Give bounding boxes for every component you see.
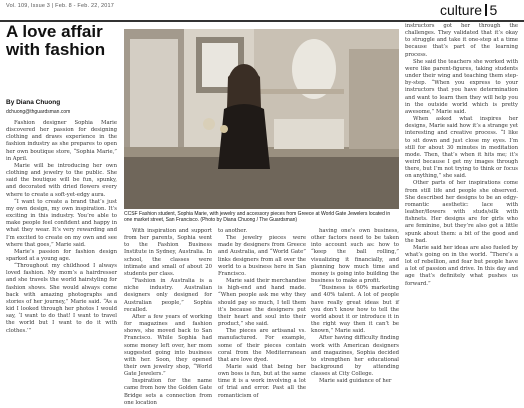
paragraph: Marie will be introducing her own clothing and jewelry to the public. She said the boutique will be fun, spunky, and decorated with dried flowers every where to create a soft-yet-edgy aura. [6, 162, 117, 198]
paragraph: Marie said that being her own boss is fun, but at the same time it is a work involving a lot of trial and error. Past all the romanticism of [218, 363, 306, 399]
paragraph: instructors got her through the challenges. They validated that it’s okay to struggle and take it one-step at a time because that’s part of the learning process. [405, 23, 518, 58]
section-header [440, 2, 497, 18]
paragraph: to another. [218, 228, 248, 234]
paragraph: “Business is 60% marketing and 40% talent. A lot of people have really great ideas but if you don’t know how to tell the world about it or introduce it in the right way then it can’t be known,” Marie said. [311, 285, 399, 335]
article-photo [124, 29, 399, 209]
headline: A love affair with fashion [6, 22, 106, 59]
paragraph: With inspiration and support from her parents, Sophia went to the Fashion Business Institute in Sydney, Australia. In school, the classes were intimate and small of about 20 students per class. [124, 228, 212, 277]
paragraph: Other parts of her inspirations come from still life and people she observed. She described her designs to be an edgy-romantic aesthetic: lace with leather/flowers with studs/silk with fishnets. Her designs are for girls who are feminine, but they’re also got a little spunk about them: a bit of the good and the bad. [405, 180, 518, 244]
paragraph: After having difficulty finding work with American designers and magazines, Sophia decided to strengthen her educational background by attending classes at City College. [311, 335, 399, 378]
paragraph: The pieces are artisanal vs. manufactured. For example, some of their pieces contain coral from the Mediterranean that are love dyed. [218, 328, 306, 363]
paragraph: Marie’s passion for fashion design sparked at a young age. [6, 248, 117, 262]
paragraph: “Throughout my childhood I always loved fashion. My mom’s a hairdresser and she travels the world hairstyling for fashion shows. She would always come back with amazing photographs and stories of her journey,” Marie said. “As a kid I looked through her photos I would say, ‘I want to do that! I want to travel the world but I want to do it with clothes.’” [6, 263, 117, 334]
paragraph: “I want to create a brand that’s just my own design, my own inspiration. It’s exciting in this industry. You’re able to make people feel confident and happy in what they wear. It’s very rewarding and I’m excited to create on my own and see where that goes,” Marie said. [6, 198, 117, 248]
paragraph: Fashion designer Sophia Marie discovered her passion for designing clothing and draws experience in the fashion industry as she prepares to open her own boutique store, “Sophia Marie,” in April. [6, 120, 117, 162]
paragraph: She said the teachers she worked with were like parent-figures, taking students under their wing and teaching them step-by-step. “When you express to your instructors that you have determination and want to learn then they will help you in the outside world which is pretty awesome,” Marie said. [405, 58, 518, 115]
paragraph: Marie said guidance of her [319, 378, 392, 385]
author-email: dchuong@thguardsman.com [6, 109, 71, 115]
section-divider [485, 4, 487, 16]
article-column-4 [311, 228, 399, 385]
article-column-5 [405, 23, 518, 288]
paragraph: After a few years of working for magazines and fashion shows, she moved back to San Francisco. While Sophia had some money left over, her mom suggested going into business with her. Soon, they opened their own jewelry shop, “World Gate Jewelers.” [124, 313, 212, 378]
article-column-2 [124, 228, 212, 407]
article-column-1 [6, 120, 117, 335]
issue-info: Vol. 109, Issue 3 | Feb. 8 - Feb. 22, 2017 [6, 3, 114, 9]
paragraph: having one’s own business, other factors need to be taken into account such as: how to “keep the ball rolling,” visualizing it financially, and planning how much time and money is going into building the business to make a profit. [311, 228, 399, 285]
byline: By Diana Chuong [6, 99, 61, 106]
paragraph: “Fashion in Australia is a niche industry. Australian designers only designed for Australian people,” Sophia recalled. [124, 278, 212, 313]
paragraph: Marie said her ideas are also fueled by what’s going on in the world. “There’s a lot of rebellion, and fear but people have a lot of passion and drive. In this day and age that’s definitely what pushes us forward.” [405, 244, 518, 287]
photo-caption: CCSF Fashion student, Sophia Marie, with jewelry and accessory pieces from Greece at World Gate Jewelers located in one market street, San Francisco. (Photo by Diana Chuong / The Guardsman) [124, 211, 391, 224]
paragraph: The jewelry pieces were made by designers from Greece and Australia, and “World Gate” links designers from all over the world to a business here in San Francisco. [218, 235, 306, 277]
photo-illustration [124, 29, 399, 209]
paragraph: Marie said their merchandise is high-end and hand made. “When people ask me why they should pay so much, I tell them it’s because the designers put their heart and soul into their product,” she said. [218, 278, 306, 328]
page-number: 5 [489, 2, 498, 18]
paragraph: Inspiration for the name came from how the Golden Gate Bridge sets a connection from one location [124, 378, 212, 406]
section-name: culture [440, 2, 483, 18]
article-column-3 [218, 228, 306, 400]
paragraph: When asked what inspires her designs, Marie said how it’s a strange yet interesting and creative process. “I like to sit down and just close my eyes. I’m still for about 30 minutes in meditation mode. Then, that’s when it hits me; it’s weird because I get my images through there, but I’m not trying to think or focus on anything,” she said. [405, 116, 518, 180]
